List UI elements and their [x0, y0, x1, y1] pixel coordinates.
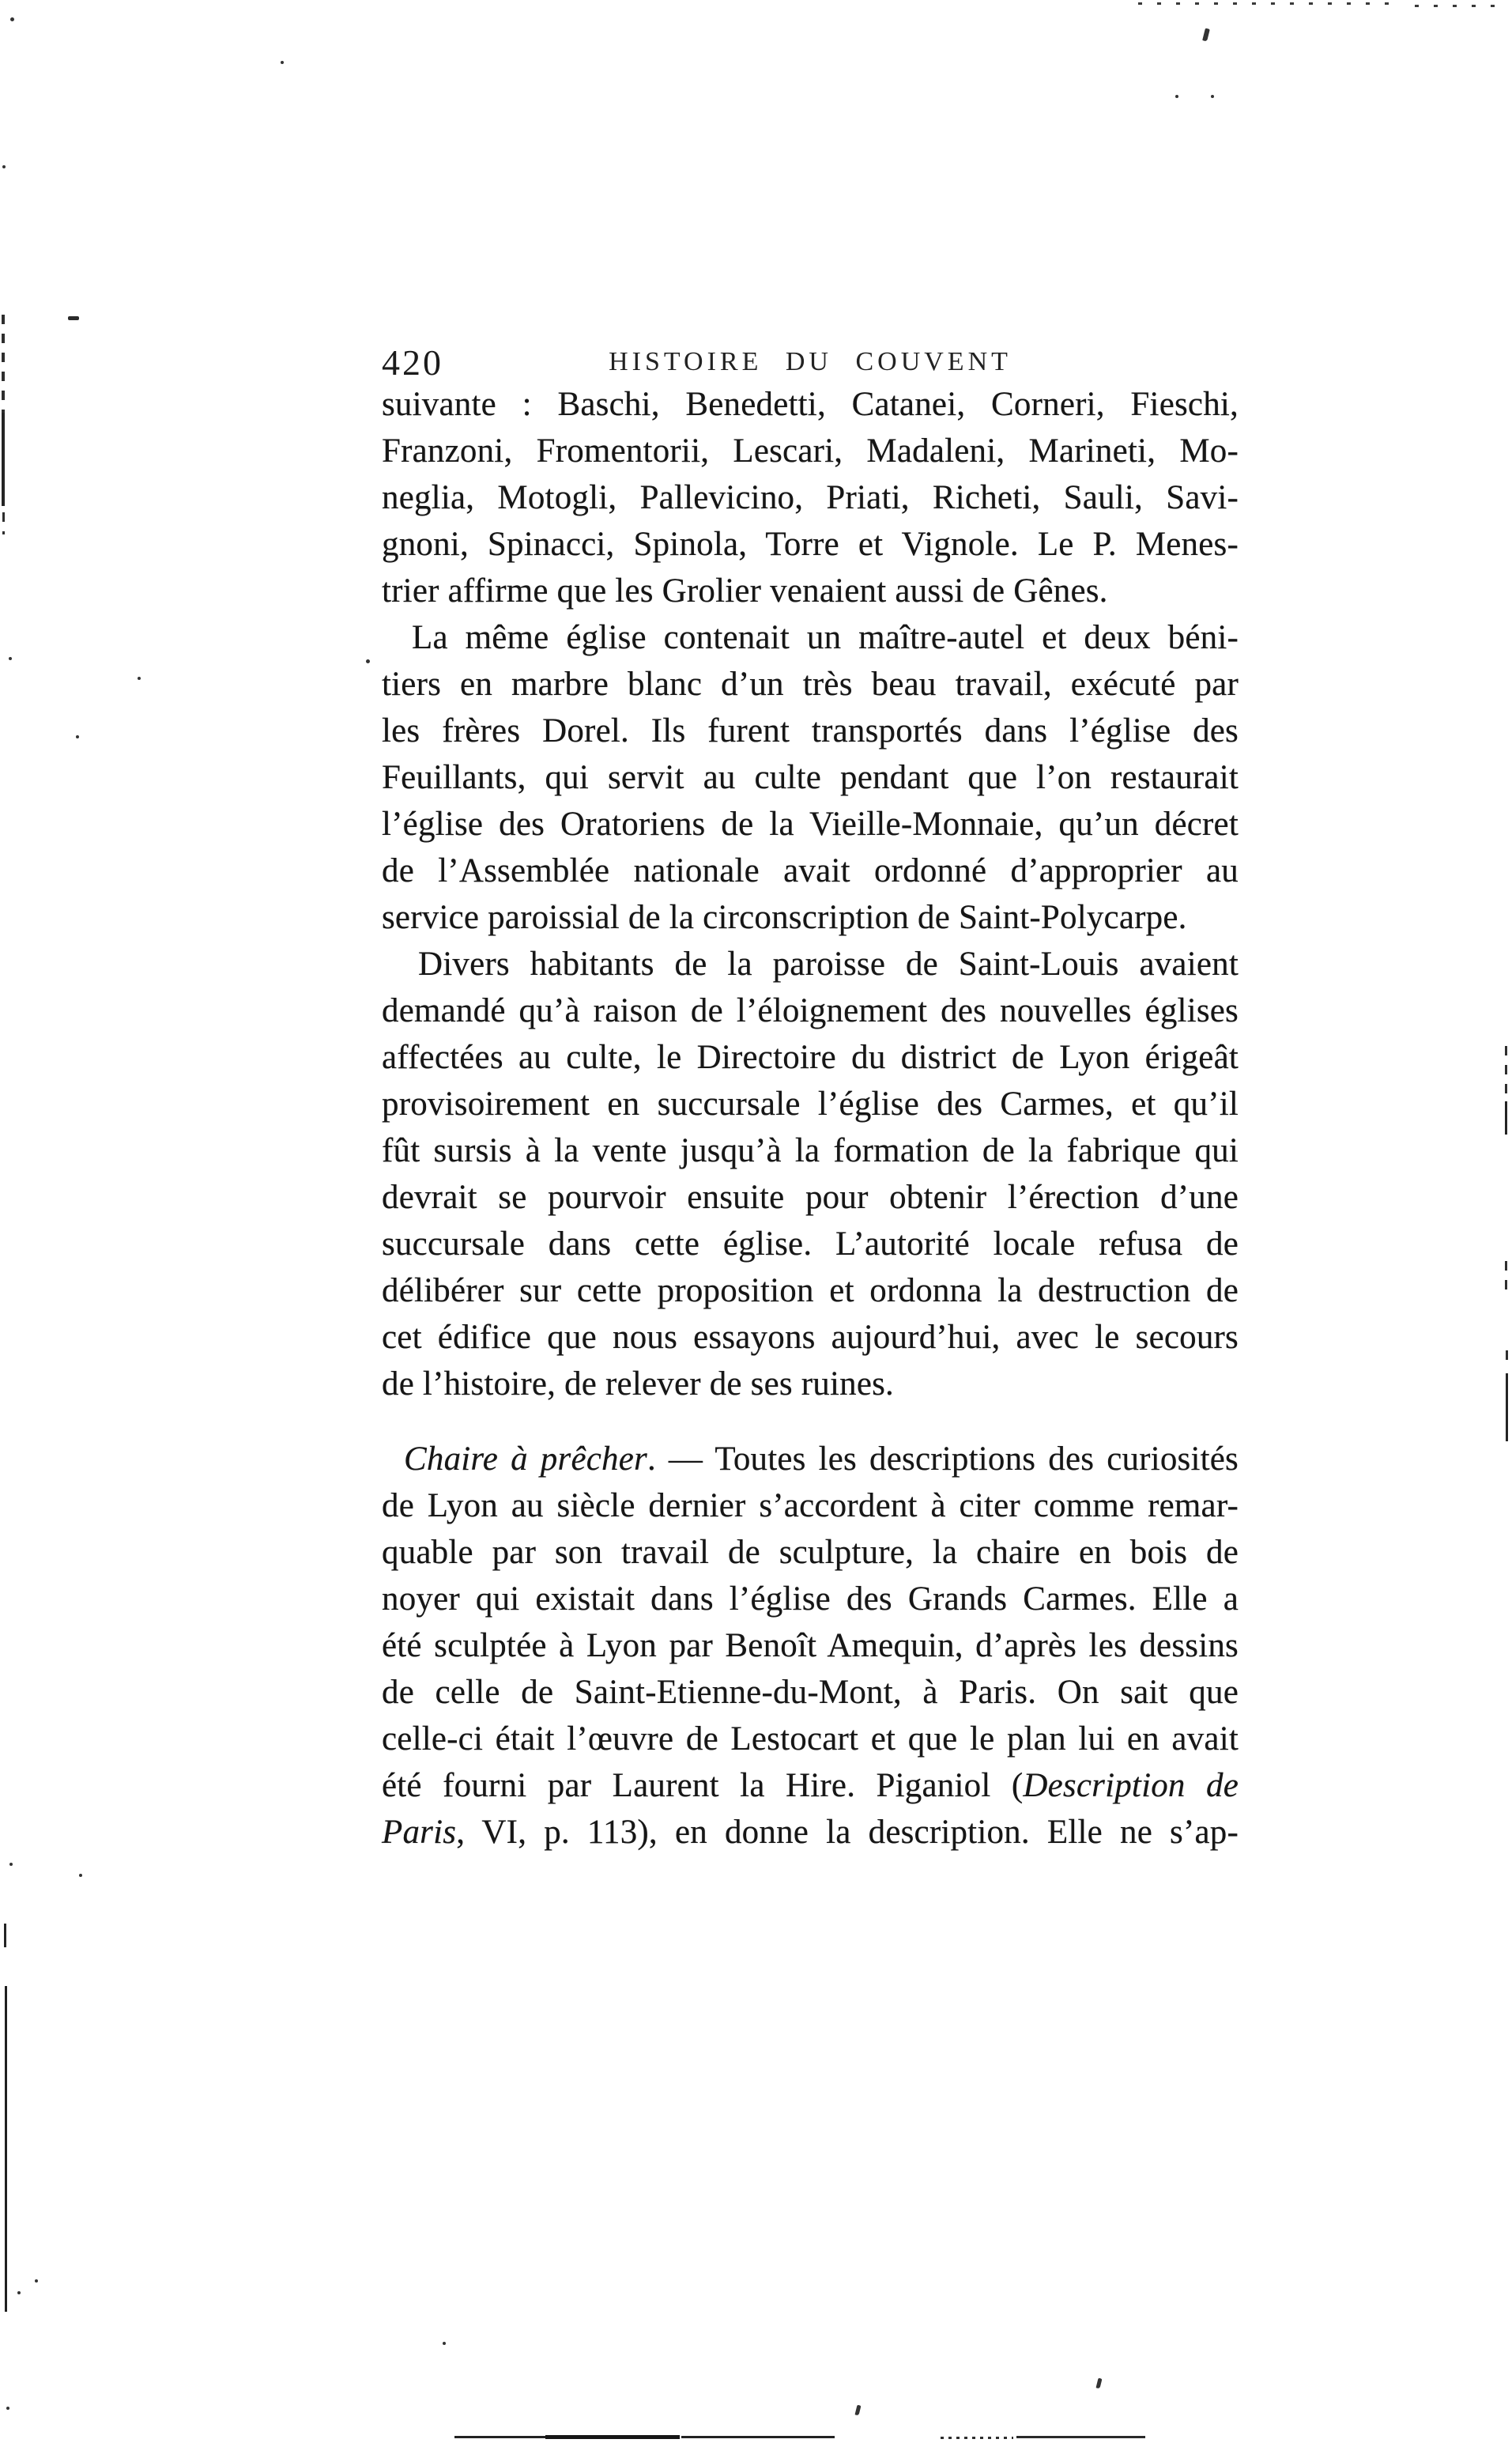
scan-artifact-left-edge-line [2, 413, 5, 506]
text-line: devrait se pourvoir ensuite pour obtenir l’érection d’une [382, 1179, 1239, 1216]
scan-artifact-speck [366, 659, 370, 663]
scan-artifact-right-edge-line [1505, 1101, 1507, 1135]
scan-artifact-speck [855, 2405, 862, 2416]
scan-artifact-speck [68, 316, 79, 320]
text-run: , VI, p. 113), en donne la description. Elle ne s’ap- [456, 1814, 1239, 1851]
scan-artifact-speck [138, 677, 141, 680]
text-line: de l’histoire, de relever de ses ruines. [382, 1365, 894, 1403]
scan-artifact-speck [9, 657, 12, 660]
text-line: les frères Dorel. Ils furent transportés dans l’église des [382, 712, 1239, 750]
scan-artifact-speck [2, 165, 6, 168]
text-line: cet édifice que nous essayons aujourd’hui, avec le secours [382, 1319, 1239, 1356]
scan-artifact-top-dotted-edge [1138, 2, 1399, 5]
scan-artifact-speck [10, 17, 14, 21]
scan-artifact-speck [35, 2279, 38, 2283]
running-head [382, 337, 1239, 386]
scan-artifact-left-edge-line [5, 1986, 7, 2312]
paragraph-1 [382, 381, 1239, 614]
text-line [382, 1809, 1239, 1856]
text-line: Franzoni, Fromentorii, Lescari, Madaleni, Marineti, Mo- [382, 432, 1239, 470]
scan-artifact-left-edge-dashes [2, 315, 5, 413]
scan-artifact-bottom-rule [681, 2436, 835, 2438]
scan-artifact-speck [17, 2291, 21, 2294]
scan-artifact-bottom-rule [545, 2435, 680, 2439]
scan-artifact-speck [9, 1863, 13, 1866]
scan-artifact-speck [1211, 95, 1214, 98]
text-line: succursale dans cette église. L’autorité locale refusa de [382, 1225, 1239, 1263]
scan-artifact-left-edge-line [4, 1924, 6, 1947]
scan-artifact-speck [281, 61, 284, 64]
text-line: gnoni, Spinacci, Spinola, Torre et Vignole. Le P. Menes- [382, 526, 1239, 563]
scan-artifact-bottom-rule-dotted [941, 2437, 1013, 2439]
page-number: 420 [382, 342, 443, 383]
text-line: de Lyon au siècle dernier s’accordent à citer comme remar- [382, 1487, 1239, 1524]
scan-artifact-speck [76, 735, 79, 738]
text-line: celle-ci était l’œuvre de Lestocart et que le plan lui en avait [382, 1720, 1239, 1758]
text-line: provisoirement en succursale l’église des Carmes, et qu’il [382, 1086, 1239, 1123]
text-line: de celle de Saint-Etienne-du-Mont, à Paris. On sait que [382, 1674, 1239, 1711]
italic-phrase: Chaire à prêcher [404, 1441, 647, 1478]
text-line: suivante : Baschi, Benedetti, Catanei, Corneri, Fieschi, [382, 386, 1239, 423]
paragraph-4 [382, 1436, 1239, 1856]
scan-artifact-right-edge-dashes [1505, 1046, 1507, 1101]
text-line: tiers en marbre blanc d’un très beau travail, exécuté par [382, 666, 1239, 703]
text-line: Divers habitants de la paroisse de Saint-Louis avaient [418, 946, 1239, 983]
text-line [382, 1762, 1239, 1809]
text-line: affectées au culte, le Directoire du district de Lyon érigeât [382, 1039, 1239, 1076]
scan-artifact-speck [443, 2342, 446, 2345]
paragraph-2 [382, 614, 1239, 941]
text-line: délibérer sur cette proposition et ordonna la destruction de [382, 1272, 1239, 1309]
italic-phrase: Description de [1023, 1767, 1239, 1804]
text-line: La même église contenait un maître-autel et deux béni- [412, 619, 1239, 656]
text-line: service paroissial de la circonscription de Saint-Polycarpe. [382, 899, 1187, 936]
text-run: été fourni par Laurent la Hire. Piganiol ( [382, 1767, 1024, 1804]
text-line [382, 1436, 1239, 1482]
paragraph-3 [382, 941, 1239, 1407]
scan-artifact-speck [79, 1874, 82, 1877]
text-line: demandé qu’à raison de l’éloignement des nouvelles églises [382, 992, 1239, 1029]
text-line: Feuillants, qui servit au culte pendant que l’on restaurait [382, 759, 1239, 796]
text-run: . — Toutes les descriptions des curiosités [647, 1441, 1239, 1478]
scan-artifact-speck [1096, 2378, 1103, 2389]
text-line: l’église des Oratoriens de la Vieille-Monnaie, qu’un décret [382, 806, 1239, 843]
scan-artifact-left-edge-dashes [2, 512, 5, 534]
scan-artifact-right-edge-dashes [1505, 1261, 1507, 1293]
text-line: été sculptée à Lyon par Benoît Amequin, d’après les dessins [382, 1627, 1239, 1664]
text-line: fût sursis à la vente jusqu’à la formation de la fabrique qui [382, 1132, 1239, 1169]
scan-artifact-speck [6, 2407, 9, 2410]
scan-artifact-speck [1175, 95, 1178, 98]
text-line: neglia, Motogli, Pallevicino, Priati, Richeti, Sauli, Savi- [382, 479, 1239, 516]
text-line: trier affirme que les Grolier venaient aussi de Gênes. [382, 572, 1108, 610]
text-block [382, 381, 1239, 1856]
italic-phrase: Paris [382, 1814, 457, 1851]
text-line: noyer qui existait dans l’église des Grands Carmes. Elle a [382, 1580, 1239, 1618]
scan-artifact-bottom-rule [1016, 2436, 1145, 2438]
scan-artifact-right-edge-line [1506, 1373, 1508, 1441]
text-line: quable par son travail de sculpture, la chaire en bois de [382, 1534, 1239, 1571]
running-title: HISTOIRE DU COUVENT [609, 347, 1012, 376]
scan-artifact-speck [1202, 28, 1210, 42]
text-line: de l’Assemblée nationale avait ordonné d’approprier au [382, 852, 1239, 889]
scan-artifact-right-edge-dashes [1506, 1350, 1508, 1365]
scan-artifact-top-dotted-edge [1415, 5, 1508, 7]
